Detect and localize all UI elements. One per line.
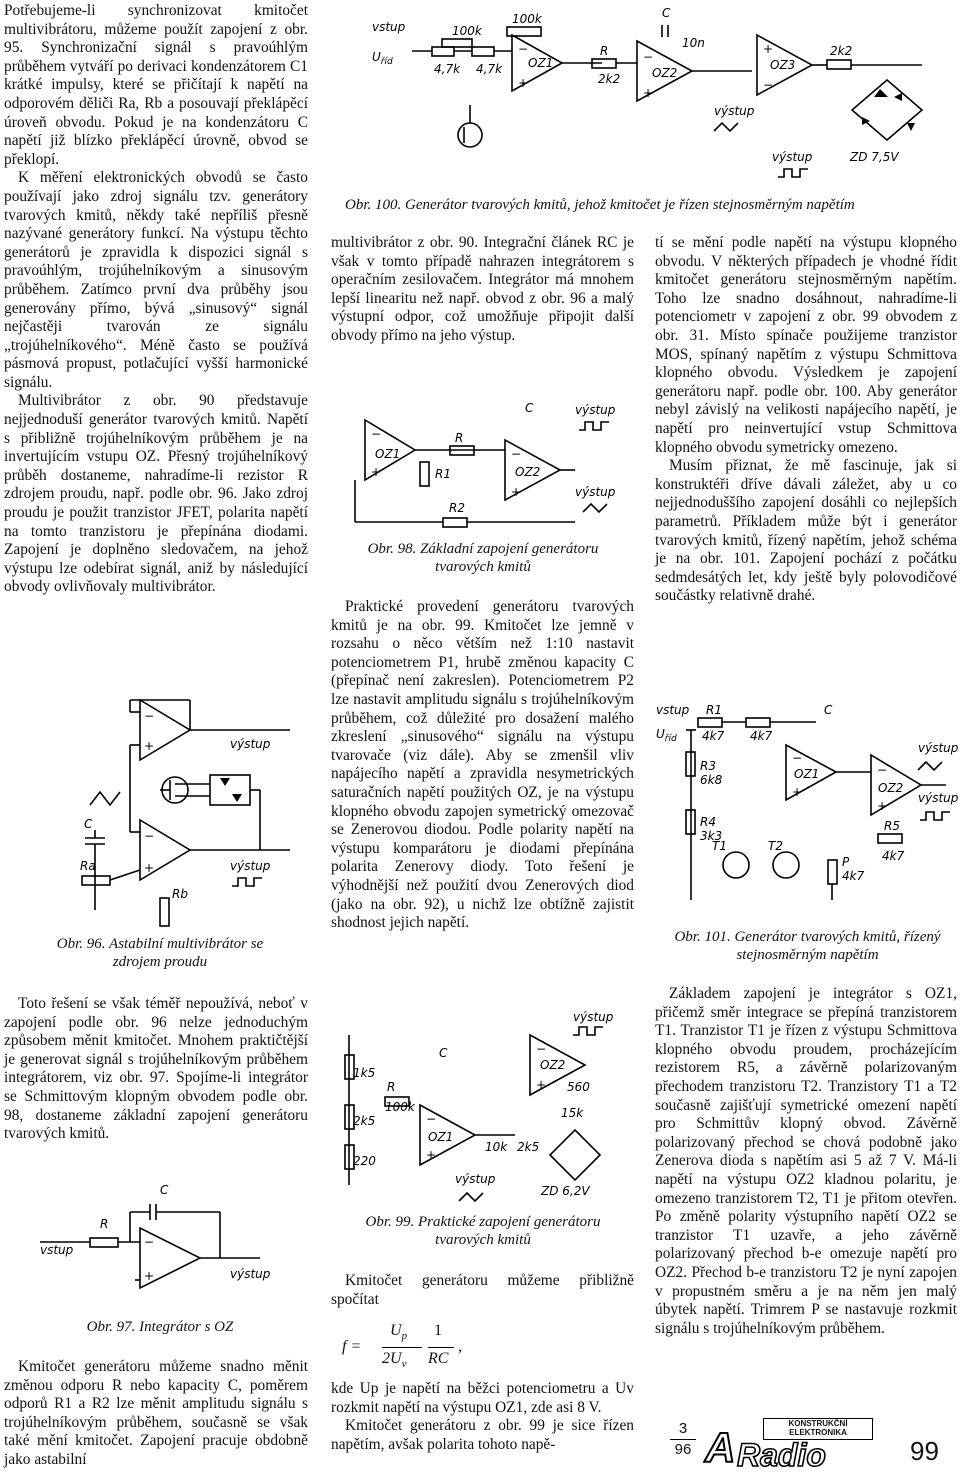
figure-98-schematic [335,400,635,540]
resistor-value: 560 [567,1080,590,1094]
minus-label: − [144,829,155,843]
r1-label-101: R1 [706,703,722,717]
plus-label: + [511,485,522,499]
minus-label: − [371,427,382,441]
paragraph-generators: K měření elektronických obvodů se často používají jako zdroj signálu tzv. generátory tvarových kmitů, někdy také nepříliš přesně nazývané generátory funkcí. Na výstupu těchto generátorů je zpravidla k dispozici signál s pravoúhlým, trojúhelníkovým a sinusovým průběhem. Zatímco první dva průběhy jsou generovány přímo, bývá „sinusový“ signál nejčastěji tvarován ze signálu „trojúhelníkového“. Méně často se používá pásmová propust, potlačující vyšší harmonické signálu. [4,169,308,391]
minus-label: − [792,751,803,765]
logo-line-2: ELEKTRONIKA [789,1428,847,1437]
resistor-value: 100k [512,12,542,26]
vystup-label-97: výstup [230,1267,271,1281]
resistor-value: 4,7k [434,62,461,76]
oz2-label: OZ2 [652,66,678,80]
oz3-label: OZ3 [770,58,796,72]
plus-label: + [144,739,155,753]
oz1-label: OZ1 [528,56,554,70]
frequency-formula [342,1322,602,1372]
fraction-bar-2 [428,1347,454,1348]
figure-100-caption: Obr. 100. Generátor tvarových kmitů, jehož kmitočet je řízen stejnosměrným napětím [345,197,855,213]
figure-97-schematic [40,1180,300,1310]
minus-label: − [144,709,155,723]
resistor-value: 4,7k [476,62,503,76]
resistor-value: 4k7 [842,869,865,883]
resistor-value: 2k5 [353,1114,376,1128]
formula-comma: , [458,1338,462,1355]
column-right-2 [655,985,957,1338]
resistor-value: 4k7 [882,849,905,863]
page-number-issue [668,1420,698,1459]
minus-label: − [426,1112,437,1126]
minus-label: − [518,42,529,56]
formula-2uv: 2U [382,1350,402,1367]
resistor-value: 100k [385,1100,415,1114]
ra-label: Ra [80,859,96,873]
u-rid-label-101: $U_{říd}$ [656,727,677,744]
minus-label: − [763,78,774,92]
formula-up: U [390,1322,402,1339]
paragraph-middle-2: Praktické provedení generátoru tvarových kmitů je na obr. 99. Kmitočet lze jemně v rozsahu o něco větším než 1:10 nastavit potenciometrem P1, hrubě změnou kapacity C (přepínač není zakreslen). Potenciometrem P2 lze nastavit amplitudu signálu s trojúhelníkovým průběhem, což důležité pro dosažení malého zkreslení „sinusového“ signálu na výstupu tvarovače (viz dále). Aby se zmenšil vliv napájecího napětí a zpravidla nesymetrických saturačních napětí použitých OZ, je na výstupu klopného obvodu zapojen symetrický omezovač se Zenerovou diodou. Podle polarity napětí na výstupu komparátoru je diodami přepínána polarita Zenerovy diody. Toto řešení je výhodnější než použití dvou Zenerových diod (jako na obr. 92), u nichž lze obtížně zajistit shodnost jejich napětí. [331,598,634,932]
vystup-label-100a: výstup [714,104,755,118]
plus-label: + [371,465,382,479]
oz2-label: OZ2 [515,465,541,479]
vystup-label-98b: výstup [575,485,616,499]
oz1-label: OZ1 [794,767,820,781]
formula-f: f = [342,1338,362,1355]
r4-label: R4 [700,815,716,829]
vystup-label-99b: výstup [455,1172,496,1186]
c-label-96: C [84,817,93,831]
oz1-label: OZ1 [375,447,401,461]
minus-label: − [511,447,522,461]
column-middle-3 [331,1272,634,1309]
paragraph-right-1: tí se mění podle napětí na výstupu klopného obvodu. V některých případech je vhodné řídit kmitočet generátoru stejnosměrným napětím. Toho lze snadno dosáhnout, nahradíme-li potenciometr v zapojení z obr. 99 obvodem z obr. 31. Místo spínače použijeme tranzistor MOS, spínaný napětím z výstupu Schmittova klopného obvodu. Výsledkem je zapojení generátoru např. podle obr. 100. Aby generátor nebyl závislý na velikosti napájecího napětí, je napětí pro neinvertující vstup Schmittova klopného obvodu symetricky omezeno. [655,234,957,456]
figure-101-caption: Obr. 101. Generátor tvarových kmitů, řízený stejnosměrným napětím [674,929,941,963]
resistor-value: 220 [353,1154,376,1168]
u-rid-label: $U_{říd}$ [372,50,393,67]
vstup-label-97: vstup [40,1243,74,1257]
plus-label: + [536,1078,547,1092]
figure-100-schematic [342,5,952,190]
plus-label: + [792,785,803,799]
resistor-value: 3k3 [700,829,723,843]
paragraph-multivibrator: Multivibrátor z obr. 90 představuje nejjednoduší generátor tvarových kmitů. Napětí s přibližně trojúhelníkovým průběhem je na invertujícím vstupu OZ. Přesný trojúhelníkový průběh dostaneme, nahradíme-li rezistor R zdrojem proudu, např. podle obr. 96. Jako zdroj proudu je použit tranzistor JFET, polarita napětí na tomto tranzistoru je přepínána diodami. Zapojení je doplněno sledovačem, na jehož výstupu lze odebírat signál, aniž by následující obvody ovlivňovaly multivibrátor. [4,392,308,596]
plus-label: + [763,42,774,56]
resistor-value: 2k2 [830,44,853,58]
vystup-label-98a: výstup [575,403,616,417]
resistor-value: 1k5 [353,1066,376,1080]
plus-label: + [518,76,529,90]
resistor-value: 100k [452,24,482,38]
plus-label: + [144,861,155,875]
c-label-99: C [439,1046,448,1060]
r2-label-98: R2 [449,501,465,515]
column-left-3 [4,1358,308,1470]
paragraph-middle-5: Kmitočet generátoru z obr. 99 je sice řízen napětím, avšak polarita tohoto napě- [331,1417,634,1453]
r5-label: R5 [884,819,900,833]
c-label-98: C [525,401,534,415]
figure-99-caption: Obr. 99. Praktické zapojení generátoru tvarových kmitů [365,1214,601,1248]
plus-label: + [877,799,888,813]
formula-denominator [382,1350,406,1370]
paragraph-right-2: Musím přiznat, že mě fascinuje, jak si konstruktéři dříve dávali záležet, aby u co nejjednoduššího zapojení dosáhli co nejlepších parametrů. Příkladem může být i generátor tvarových kmitů, řízený napětím, jehož schéma je na obr. 101. Zapojení pochází z počátku sedmdesátých let, kdy ještě byly polovodičové součástky relativně drahé. [655,457,957,605]
figure-101-schematic [656,700,959,915]
figure-98-caption: Obr. 98. Základní zapojení generátoru tvarových kmitů [367,541,599,575]
r-label-97: R [100,1217,109,1231]
oz1-label: OZ1 [428,1130,454,1144]
vystup-label-101a: výstup [918,741,959,755]
resistor-value: 15k [561,1106,584,1120]
c-label-97: C [160,1183,169,1197]
rb-label: Rb [172,887,188,901]
resistor-value: 2k5 [517,1140,540,1154]
r-label-100: R [600,44,609,58]
column-middle-2 [331,598,634,933]
vstup-label-101: vstup [656,703,690,717]
resistor-value: 10k [485,1140,508,1154]
figure-96-caption: Obr. 96. Astabilní multivibrátor se zdrojem proudu [56,936,264,970]
vystup-label-100b: výstup [772,150,813,164]
plus-label: + [426,1148,437,1162]
cap-value: 10n [682,36,705,50]
t1-label: T1 [712,839,727,853]
column-right [655,234,957,606]
vystup-label-101b: výstup [918,791,959,805]
c-label-101: C [824,703,833,717]
t2-label: T2 [768,839,783,853]
resistor-value: 6k8 [700,773,723,787]
formula-rc: RC [428,1350,449,1367]
figure-99-schematic [335,1005,635,1210]
vystup-label-1: výstup [230,737,271,751]
figure-97-caption: Obr. 97. Integrátor s OZ [86,1319,234,1335]
paragraph-middle-3: Kmitočet generátoru můžeme přibližně spočítat [331,1272,634,1308]
column-left [4,2,308,597]
resistor-value: 4k7 [702,729,725,743]
radio-logo [705,1418,873,1472]
logo-a: A [705,1424,736,1471]
plus-label: + [643,86,654,100]
logo-brand: Radio [737,1437,826,1473]
column-middle-4 [331,1380,634,1454]
r3-label: R3 [700,759,716,773]
column-left-2 [4,995,308,1144]
column-middle [331,234,634,346]
paragraph-middle-4: kde Up je napětí na běžci potenciometru a Uv rozkmit napětí na výstupu OZ1, zde asi 8 V. [331,1380,634,1416]
r-label-99: R [387,1080,396,1094]
formula-one: 1 [434,1322,442,1339]
vstup-label-100: vstup [372,20,406,34]
c-label-100: C [662,6,671,20]
zener-label-99: ZD 6,2V [541,1184,590,1198]
paragraph-after-96: Toto řešení se však téměř nepoužívá, neboť v zapojení podle obr. 96 nelze jednoduchým způsobem měnit kmitočet. Mnohem praktičtější je generovat signál s trojúhelníkovým průběhem integrátorem, viz obr. 97. Spojíme-li integrátor se Schmittovým klopným obvodem podle obr. 98, dostaneme základní zapojení generátoru tvarových kmitů. [4,995,308,1143]
figure-96-schematic [10,680,310,935]
plus-label: + [144,1269,155,1283]
oz2-label: OZ2 [878,781,904,795]
logo-line-1: KONSTRUKČNÍ [788,1419,848,1428]
page-number: 99 [910,1436,939,1466]
resistor-value: 2k2 [598,72,621,86]
paragraph-right-3: Základem zapojení je integrátor s OZ1, přičemž směr integrace se přepíná tranzistorem T1. Tranzistor T1 je řízen z výstupu Schmittova klopného obvodu proudem, procházejícím rezistorem R5, a závěrně polarizovaným přechodem tranzistoru T2. Tranzistory T1 a T2 současně zajišťují symetrické omezení napětí pro Schmittův klopný obvod. Závěrně polarizovaný přechod se chová podobně jako Zenerova dioda s napětím asi 5 až 7 V. Má-li napětí na výstupu OZ2 kladnou polaritu, je omezeno tranzistorem T2, T1 je přitom otevřen. Po změně polarity výstupního napětí OZ2 se tranzistor T1 uzavře, a jeho závěrně polarizovaný přechod b-e omezuje napětí pro OZ2. Přechod b-e tranzistoru T2 je nyní zapojen v propustném směru a je na něm jen malý úbytek napětí. Trimrem P se nastavuje rozkmit signálu s trojúhelníkovým průběhem. [655,985,957,1337]
minus-label: − [536,1042,547,1056]
minus-label: − [643,50,654,64]
resistor-value: 4k7 [750,729,773,743]
paragraph-middle-1: multivibrátor z obr. 90. Integrační článek RC je však v tomto případě nahrazen integrátorem s operačním zesilovačem. Integrátor má mnohem lepší linearitu než např. obvod z obr. 96 a malý výstupní odpor, což umožňuje připojit další obvody přímo na jeho výstup. [331,234,634,344]
minus-label: − [144,1235,155,1249]
p-label: P [842,855,850,869]
zener-label-100: ZD 7,5V [850,150,899,164]
issue-divider [670,1439,696,1440]
formula-numerator [390,1322,407,1342]
vystup-label-99a: výstup [573,1010,614,1024]
formula-uv-sub: v [401,1358,407,1371]
vystup-label-2: výstup [230,859,271,873]
minus-label: − [877,763,888,777]
r1-label-98: R1 [435,467,451,481]
fraction-bar-1 [382,1347,422,1348]
formula-up-sub: p [401,1330,408,1343]
paragraph-sync: Potřebujeme-li synchronizovat kmitočet multivibrátoru, můžeme použít zapojení z obr. 95. Synchronizační signál s pravoúhlým průběhem vytváří po derivaci kondenzátorem C1 krátké impulsy, které se přičítají k napětí na odporovém děliči Ra, Rb a posouvají překlápěcí úroveň obvodu. Pokud je na kondenzátoru C napětí již blízko překlápěcí úrovně, obvod se překlopí. [4,2,308,168]
r-label-98: R [455,431,464,445]
paragraph-after-97: Kmitočet generátoru můžeme snadno měnit změnou odporu R nebo kapacity C, poměrem odporů R1 a R2 lze měnit amplitudu signálu s trojúhelníkovým průběhem, současně se však také mění kmitočet. Zapojení pracuje obdobně jako astabilní [4,1358,308,1468]
issue-number: 3 [678,1420,688,1437]
oz2-label: OZ2 [540,1058,566,1072]
issue-year: 96 [674,1441,692,1458]
